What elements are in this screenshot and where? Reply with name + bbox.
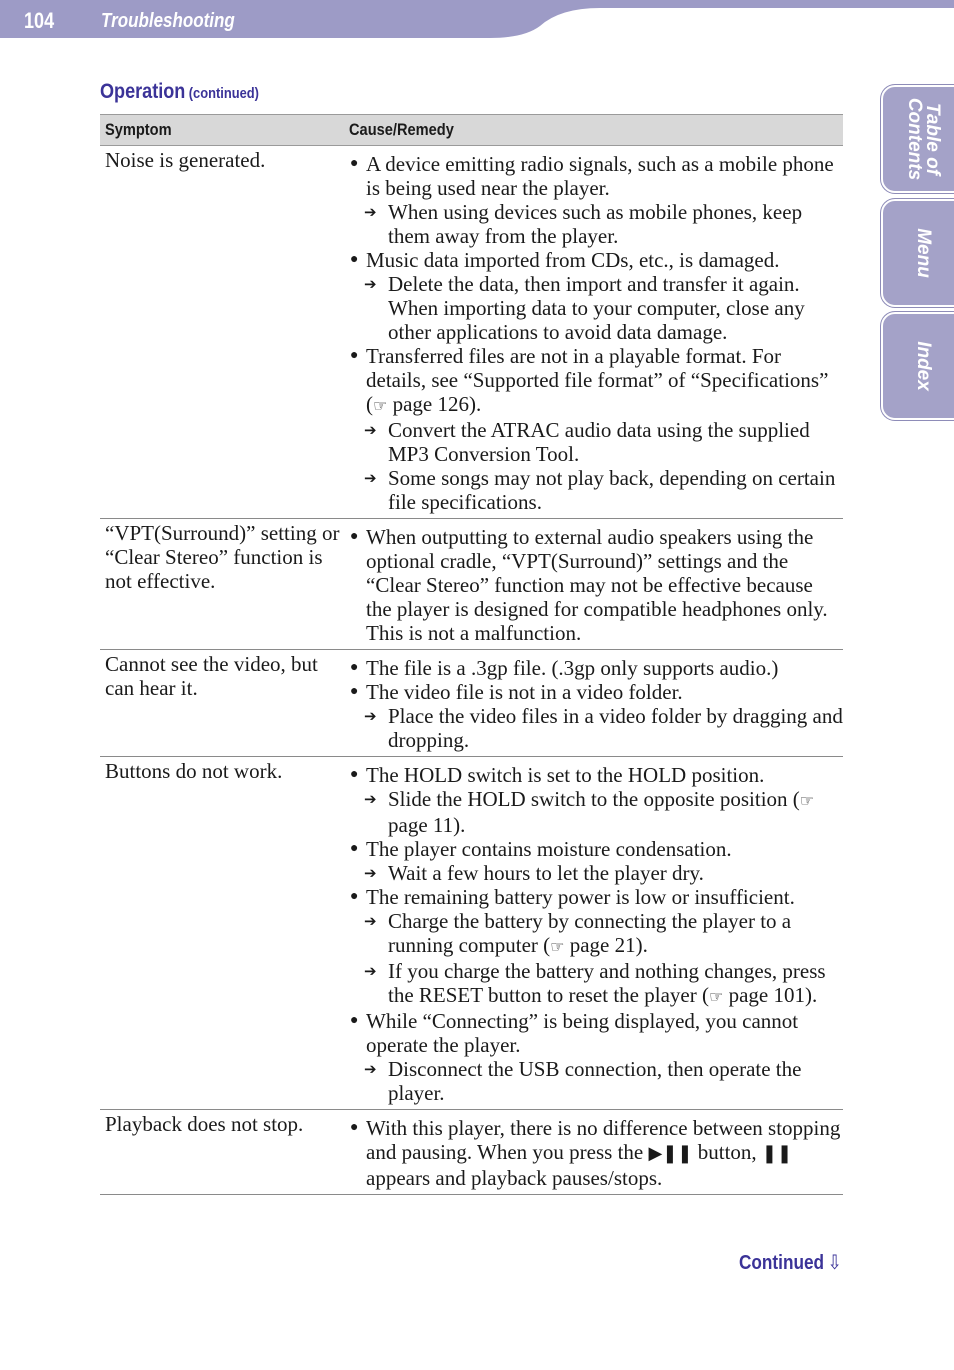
- bullet-icon: ●: [350, 889, 359, 904]
- operation-heading-title: Operation: [100, 80, 186, 103]
- remedy-item: [349, 418, 843, 466]
- remedy-text: Some songs may not play back, depending on certain file specifications.: [388, 466, 836, 514]
- cause-text: The file is a .3gp file. (.3gp only supports audio.): [366, 656, 779, 680]
- cause-remedy-cell: [344, 146, 843, 519]
- header-band: [0, 0, 954, 40]
- cause-text: When outputting to external audio speakers using the optional cradle, “VPT(Surround)” settings and the “Clear Stereo” function may not be effective because the player is designed for compatible headphones only. This is not a malfunction.: [366, 525, 828, 645]
- cause-item: [349, 763, 843, 787]
- remedy-text: When using devices such as mobile phones, keep them away from the player.: [388, 200, 803, 248]
- remedy-item: [349, 909, 843, 959]
- table-body: [100, 146, 843, 1195]
- arrow-right-icon: ➔: [364, 962, 377, 980]
- remedy-item: [349, 200, 843, 248]
- cause-text: The remaining battery power is low or insufficient.: [366, 885, 795, 909]
- table-row: [100, 1110, 843, 1195]
- table-row: [100, 519, 843, 650]
- arrow-right-icon: ➔: [364, 864, 377, 882]
- bullet-icon: ●: [350, 1013, 359, 1028]
- remedy-text: Slide the HOLD switch to the opposite position (☞ page 11).: [388, 787, 815, 837]
- cause-text: While “Connecting” is being displayed, you cannot operate the player.: [366, 1009, 799, 1057]
- bullet-icon: ●: [350, 156, 359, 171]
- table-header-row: [100, 115, 843, 146]
- section-title: Troubleshooting: [101, 10, 235, 32]
- arrow-right-icon: ➔: [364, 275, 377, 293]
- column-header-cause-remedy: Cause/Remedy: [344, 115, 843, 146]
- cause-remedy-cell: [344, 1110, 843, 1195]
- cause-text: Transferred files are not in a playable format. For details, see “Supported file format” of “Specifications” (☞ page 126).: [366, 344, 829, 416]
- remedy-item: [349, 787, 843, 837]
- arrow-right-icon: ➔: [364, 707, 377, 725]
- cause-item: [349, 680, 843, 704]
- remedy-text: Wait a few hours to let the player dry.: [388, 861, 704, 885]
- symptom-cell: Cannot see the video, but can hear it.: [100, 650, 344, 757]
- cause-remedy-cell: [344, 519, 843, 650]
- tab-menu-label: Menu: [913, 228, 934, 278]
- arrow-right-icon: ➔: [364, 469, 377, 487]
- remedy-item: [349, 466, 843, 514]
- remedy-item: [349, 1057, 843, 1105]
- bullet-icon: ●: [350, 348, 359, 363]
- arrow-right-icon: ➔: [364, 790, 377, 808]
- remedy-text: Charge the battery by connecting the player to a running computer (☞ page 21).: [388, 909, 792, 957]
- bullet-icon: ●: [350, 1120, 359, 1135]
- table-row: [100, 146, 843, 519]
- cause-item: [349, 1116, 843, 1190]
- arrow-right-icon: ➔: [364, 912, 377, 930]
- continued-label: Continued: [739, 1252, 825, 1274]
- symptom-cell: Buttons do not work.: [100, 757, 344, 1110]
- tab-menu[interactable]: [881, 199, 954, 307]
- cause-item: [349, 248, 843, 272]
- page-number: 104: [24, 8, 55, 33]
- column-header-symptom: Symptom: [100, 115, 344, 146]
- bullet-icon: ●: [350, 252, 359, 267]
- tab-table-of-contents[interactable]: [881, 85, 954, 193]
- arrow-right-icon: ➔: [364, 421, 377, 439]
- symptom-cell: Noise is generated.: [100, 146, 344, 519]
- pause-icon: ❚❚: [761, 1143, 793, 1164]
- operation-heading-subtitle: (continued): [188, 85, 259, 102]
- remedy-item: [349, 861, 843, 885]
- cause-text: Music data imported from CDs, etc., is damaged.: [366, 248, 780, 272]
- tab-index[interactable]: [881, 312, 954, 420]
- cause-remedy-cell: [344, 757, 843, 1110]
- page-reference-icon: ☞: [550, 937, 565, 956]
- remedy-text: Disconnect the USB connection, then operate the player.: [388, 1057, 802, 1105]
- tab-table-of-contents-label: Table of Contents: [904, 97, 943, 181]
- bullet-icon: ●: [350, 529, 359, 544]
- page-reference-icon: ☞: [373, 396, 388, 415]
- cause-item: [349, 344, 843, 418]
- page-reference-icon: ☞: [799, 791, 815, 810]
- remedy-text: Place the video files in a video folder by dragging and dropping.: [388, 704, 843, 752]
- bullet-icon: ●: [350, 767, 359, 782]
- operation-heading: [100, 80, 259, 104]
- cause-text: A device emitting radio signals, such as a mobile phone is being used near the player.: [366, 152, 834, 200]
- bullet-icon: ●: [350, 841, 359, 856]
- cause-text: The HOLD switch is set to the HOLD position.: [366, 763, 765, 787]
- cause-item: [349, 885, 843, 909]
- cause-text: The player contains moisture condensation.: [366, 837, 732, 861]
- page-reference-icon: ☞: [708, 987, 724, 1006]
- cause-item: [349, 525, 843, 645]
- cause-item: [349, 656, 843, 680]
- continued-indicator[interactable]: [739, 1250, 842, 1275]
- remedy-item: [349, 959, 843, 1009]
- down-arrow-icon: ⇩: [827, 1250, 842, 1274]
- troubleshooting-table: [100, 114, 843, 1195]
- remedy-text: Convert the ATRAC audio data using the supplied MP3 Conversion Tool.: [388, 418, 810, 466]
- remedy-text: Delete the data, then import and transfer it again. When importing data to your computer, close any other applications to avoid data damage.: [388, 272, 805, 344]
- bullet-icon: ●: [350, 684, 359, 699]
- play-pause-icon: ▶❚❚: [648, 1143, 693, 1164]
- remedy-item: [349, 704, 843, 752]
- table-row: [100, 650, 843, 757]
- remedy-text: If you charge the battery and nothing changes, press the RESET button to reset the player (☞ page 101).: [388, 959, 826, 1007]
- cause-remedy-cell: [344, 650, 843, 757]
- symptom-cell: “VPT(Surround)” setting or “Clear Stereo” function is not effective.: [100, 519, 344, 650]
- cause-text: With this player, there is no difference between stopping and pausing. When you press the ▶❚❚ button, ❚❚ appears and playback pauses/stops.: [366, 1116, 841, 1190]
- table-row: [100, 757, 843, 1110]
- cause-item: [349, 152, 843, 200]
- arrow-right-icon: ➔: [364, 1060, 377, 1078]
- arrow-right-icon: ➔: [364, 203, 377, 221]
- cause-item: [349, 837, 843, 861]
- symptom-cell: Playback does not stop.: [100, 1110, 344, 1195]
- tab-index-label: Index: [913, 341, 934, 391]
- cause-item: [349, 1009, 843, 1057]
- cause-text: The video file is not in a video folder.: [366, 680, 683, 704]
- remedy-item: [349, 272, 843, 344]
- bullet-icon: ●: [350, 660, 359, 675]
